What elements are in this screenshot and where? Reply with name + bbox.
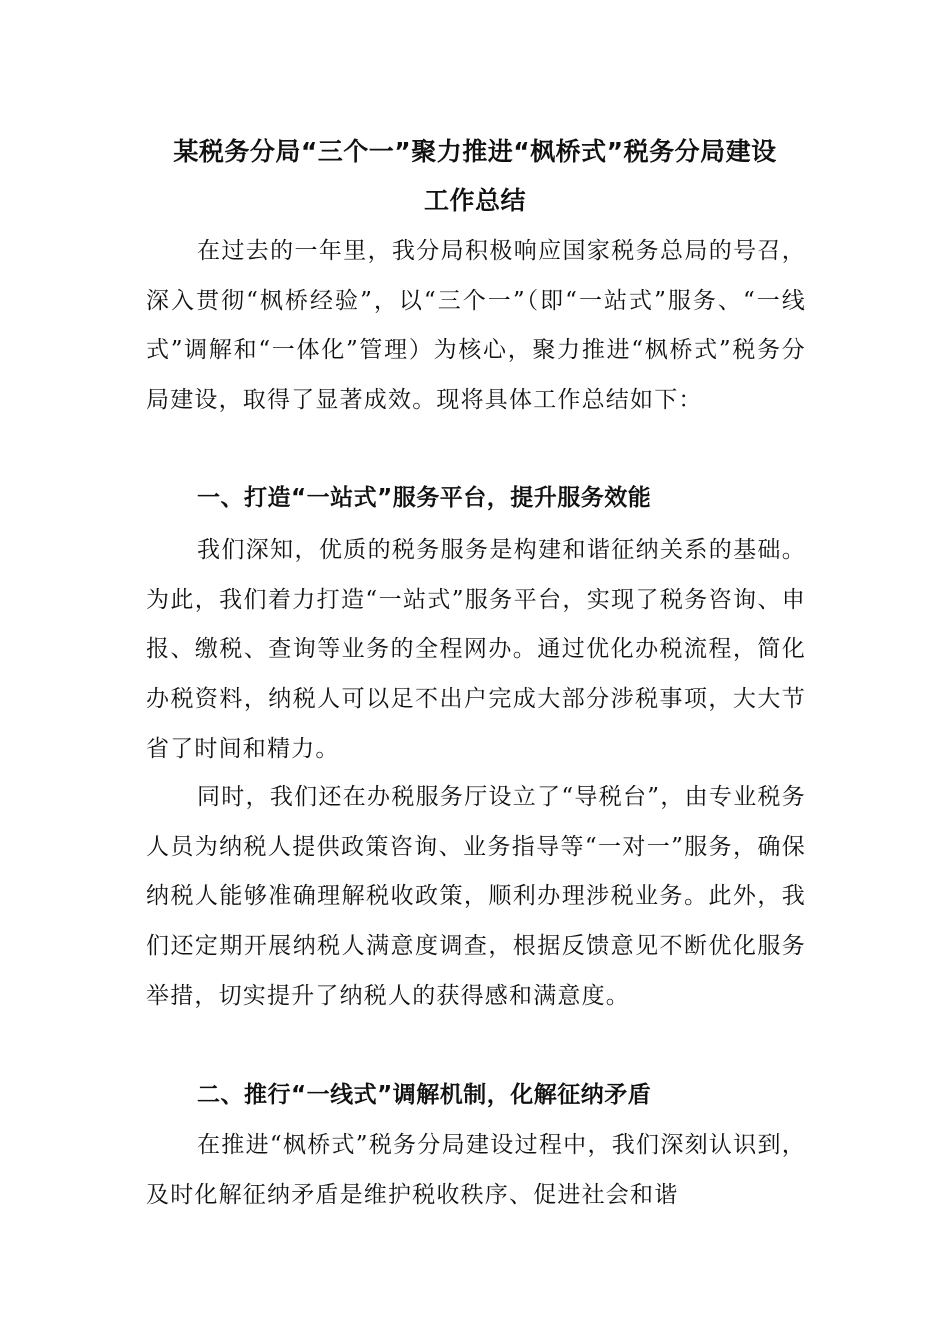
section1-paragraph-1: 我们深知，优质的税务服务是构建和谐征纳关系的基础。为此，我们着力打造“一站式”服务平台，实现了税务咨询、申报、缴税、查询等业务的全程网办。通过优化办税流程，简化办税资料，纳税人可以足不出户完成大部分涉税事项，大大节省了时间和精力。 [146,537,806,762]
section2-paragraph-1: 在推进“枫桥式”税务分局建设过程中，我们深刻认识到，及时化解征纳矛盾是维护税收秩序、促进社会和谐 [146,1132,806,1208]
section-heading-1: 一、打造“一站式”服务平台，提升服务效能 [197,485,652,511]
document-title-line-1: 某税务分局“三个一”聚力推进“枫桥式”税务分局建设 [173,137,777,166]
intro-paragraph: 在过去的一年里，我分局积极响应国家税务总局的号召，深入贯彻“枫桥经验”，以“三个一”（即“一站式”服务、“一线式”调解和“一体化”管理）为核心，聚力推进“枫桥式”税务分局建设，取得了显著成效。现将具体工作总结如下： [146,238,806,414]
document-title-line-2: 工作总结 [423,186,526,215]
section1-paragraph-2: 同时，我们还在办税服务厅设立了“导税台”，由专业税务人员为纳税人提供政策咨询、业务指导等“一对一”服务，确保纳税人能够准确理解税收政策，顺利办理涉税业务。此外，我们还定期开展纳税人满意度调查，根据反馈意见不断优化服务举措，切实提升了纳税人的获得感和满意度。 [146,784,806,1009]
section-heading-2: 二、推行“一线式”调解机制，化解征纳矛盾 [197,1082,652,1108]
